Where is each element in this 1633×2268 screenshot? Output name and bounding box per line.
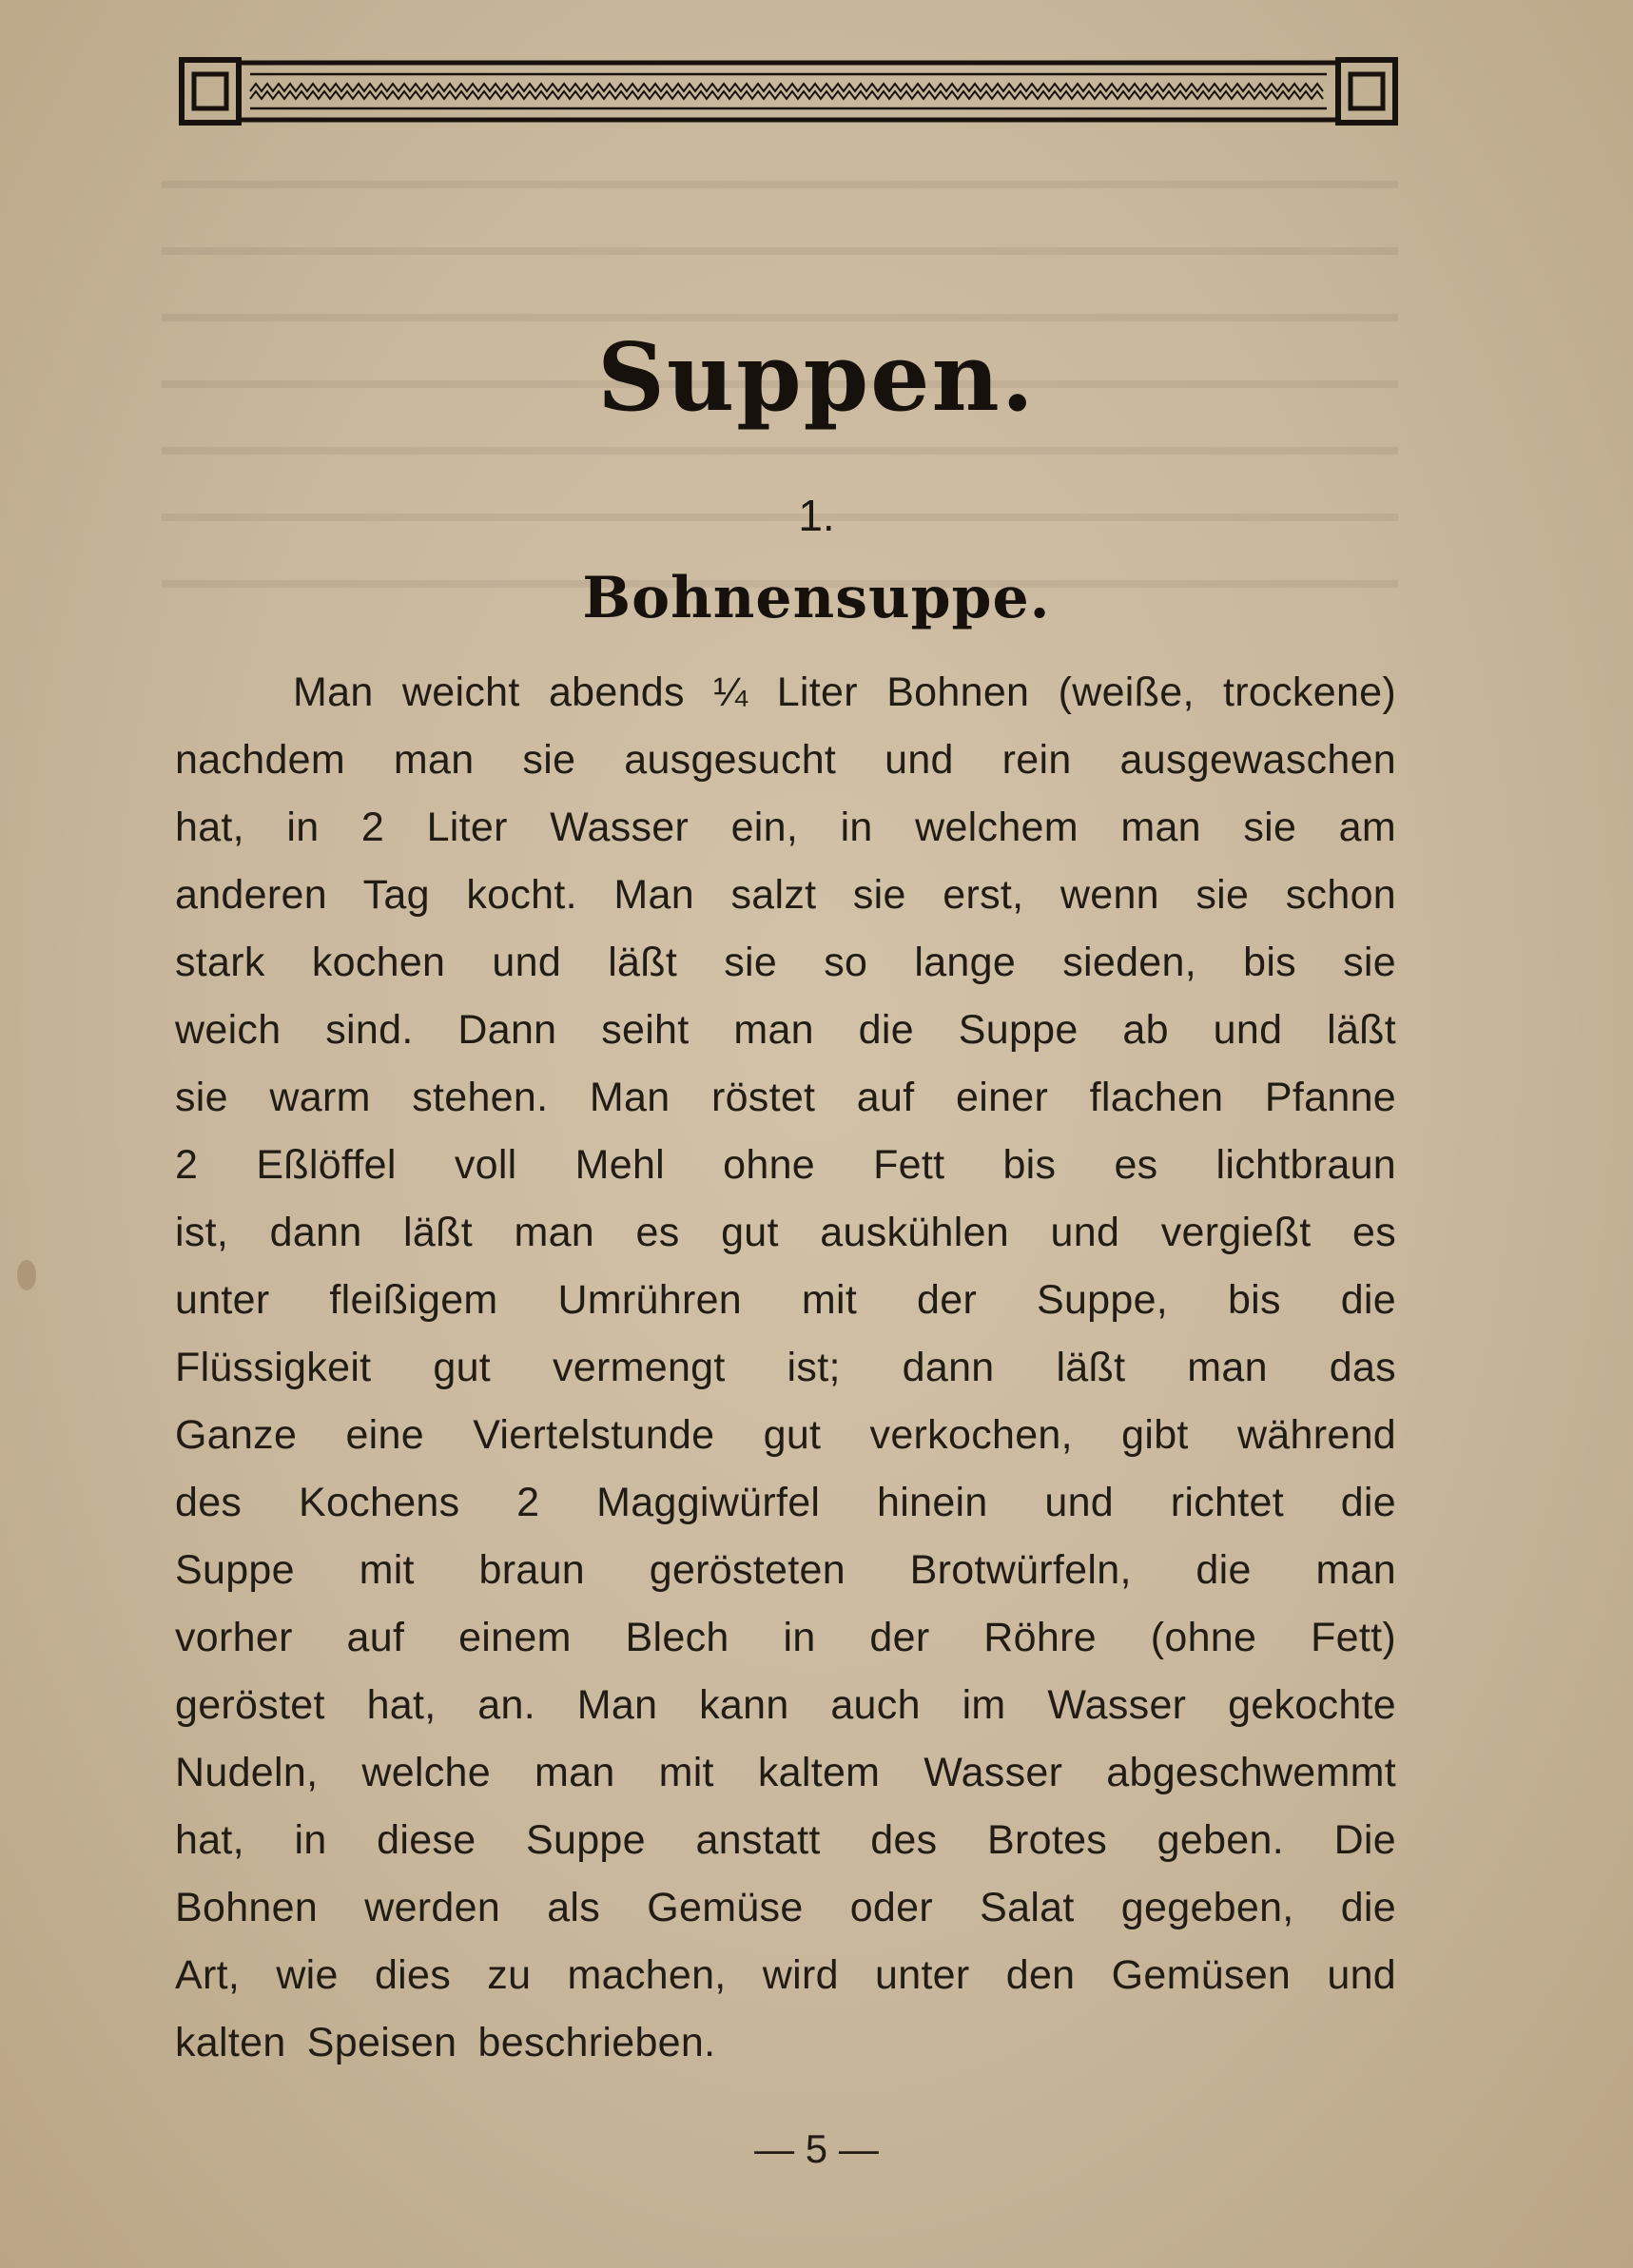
text-line: unter fleißigem Umrühren mit der Suppe, bis die	[175, 1277, 1396, 1323]
text-line: anderen Tag kocht. Man salzt sie erst, wenn sie schon	[175, 872, 1396, 918]
text-line: weich sind. Dann seiht man die Suppe ab und läßt	[175, 1007, 1396, 1053]
text-line: des Kochens 2 Maggiwürfel hinein und richtet die	[175, 1480, 1396, 1525]
text-line: Man weicht abends ¼ Liter Bohnen (weiße, trockene)	[293, 669, 1396, 715]
text-line: hat, in 2 Liter Wasser ein, in welchem man sie am	[175, 804, 1396, 850]
text-line: vorher auf einem Blech in der Röhre (ohne Fett)	[175, 1615, 1396, 1660]
text-line: ist, dann läßt man es gut auskühlen und vergießt es	[175, 1210, 1396, 1255]
text-line: nachdem man sie ausgesucht und rein ausgewaschen	[175, 737, 1396, 783]
chapter-title: Suppen.	[597, 323, 1036, 433]
text-line: Flüssigkeit gut vermengt ist; dann läßt man das	[175, 1345, 1396, 1390]
text-line: hat, in diese Suppe anstatt des Brotes geben. Die	[175, 1817, 1396, 1863]
text-line: geröstet hat, an. Man kann auch im Wasser gekochte	[175, 1682, 1396, 1728]
text-line: Nudeln, welche man mit kaltem Wasser abgeschwemmt	[175, 1750, 1396, 1795]
text-line: 2 Eßlöffel voll Mehl ohne Fett bis es lichtbraun	[175, 1142, 1396, 1188]
text-line: stark kochen und läßt sie so lange sieden, bis sie	[175, 940, 1396, 985]
paper-stain	[17, 1260, 36, 1290]
text-line: Ganze eine Viertelstunde gut verkochen, gibt während	[175, 1412, 1396, 1458]
greek-key-border-ornament-icon	[179, 55, 1398, 127]
text-line: Art, wie dies zu machen, wird unter den Gemüsen und	[175, 1952, 1396, 1998]
text-line: sie warm stehen. Man röstet auf einer flachen Pfanne	[175, 1075, 1396, 1120]
text-line: Suppe mit braun gerösteten Brotwürfeln, die man	[175, 1547, 1396, 1593]
recipe-number: 1.	[798, 491, 835, 540]
page-number: — 5 —	[754, 2126, 879, 2171]
recipe-body	[175, 659, 1396, 2077]
text-line: kalten Speisen beschrieben.	[175, 2020, 716, 2065]
text-line: Bohnen werden als Gemüse oder Salat gegeben, die	[175, 1885, 1396, 1930]
recipe-title: Bohnensuppe.	[582, 565, 1051, 631]
